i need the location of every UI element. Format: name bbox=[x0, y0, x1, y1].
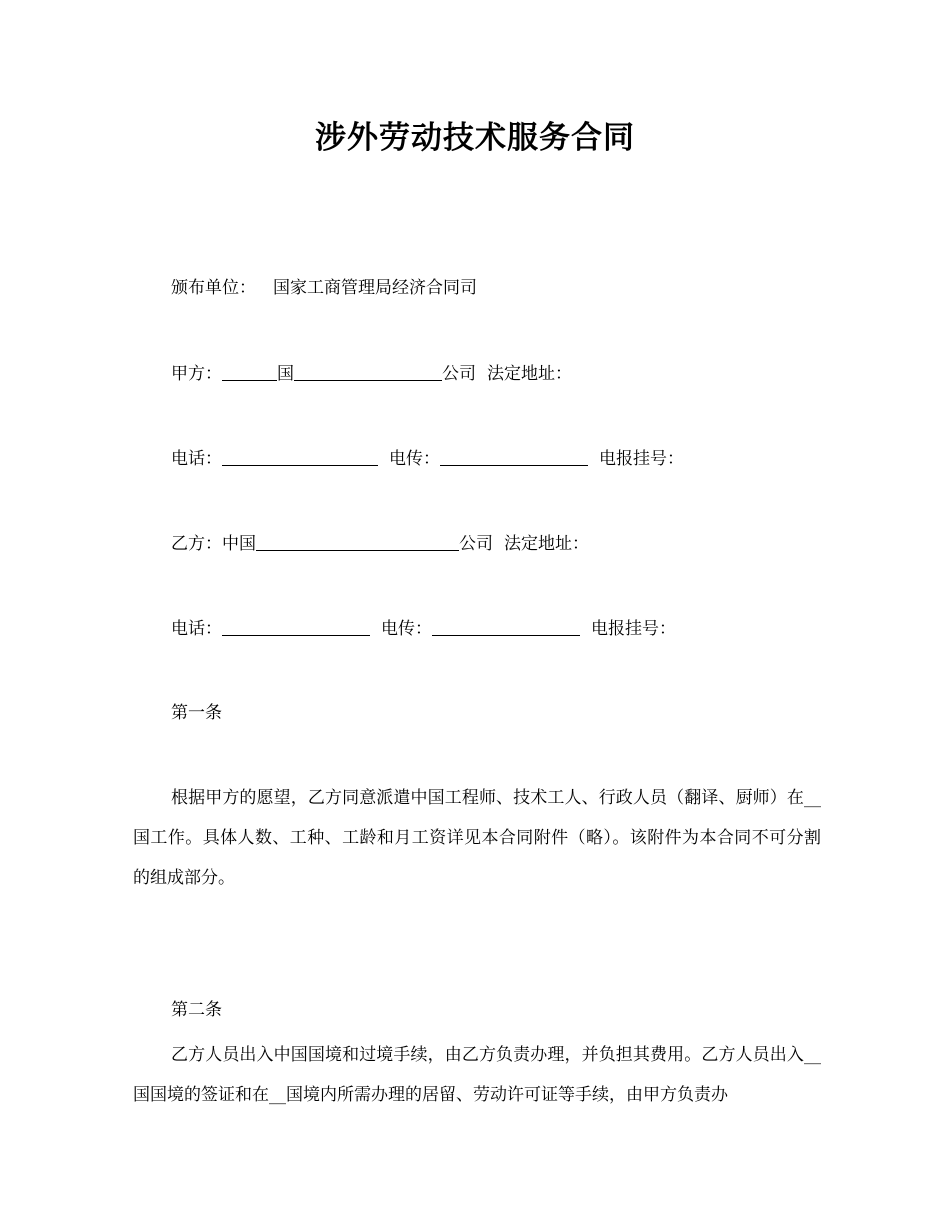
article-2-text: 乙方人员出入中国国境和过境手续，由乙方负责办理，并负担其费用。乙方人员出入__国国境的签证和在__国境内所需办理的居留、劳动许可证等手续，由甲方负责办 bbox=[133, 1045, 821, 1105]
telex-blank[interactable] bbox=[440, 449, 588, 466]
party-b-telex-label: 电传： bbox=[381, 619, 432, 639]
party-a-line bbox=[171, 364, 572, 383]
party-a-address-label: 法定地址： bbox=[487, 364, 572, 384]
article-1-text: 根据甲方的愿望，乙方同意派遣中国工程师、技术工人、行政人员（翻译、厨师）在__国工作。具体人数、工种、工龄和月工资详见本合同附件（略）。该附件为本合同不可分割的组成部分。 bbox=[133, 788, 821, 888]
phone-blank[interactable] bbox=[222, 449, 378, 466]
phone-blank[interactable] bbox=[222, 619, 370, 636]
party-b-prefix: 乙方：中国 bbox=[171, 534, 256, 554]
party-b-line bbox=[171, 534, 589, 553]
party-a-cable-label: 电报挂号： bbox=[599, 449, 684, 469]
party-a-contact-line bbox=[171, 449, 684, 468]
party-a-prefix: 甲方： bbox=[171, 364, 222, 384]
party-b-cable-label: 电报挂号： bbox=[591, 619, 676, 639]
article-1-heading: 第一条 bbox=[171, 703, 222, 723]
company-blank[interactable] bbox=[256, 534, 459, 551]
document-title: 涉外劳动技术服务合同 bbox=[315, 120, 635, 156]
party-b-suffix: 公司 bbox=[459, 534, 493, 554]
party-a-suffix: 公司 bbox=[442, 364, 476, 384]
issuer-line bbox=[171, 280, 477, 297]
article-2-heading: 第二条 bbox=[171, 1000, 222, 1020]
company-blank[interactable] bbox=[294, 364, 442, 381]
party-a-phone-label: 电话： bbox=[171, 449, 222, 469]
issuer-value: 国家工商管理局经济合同司 bbox=[273, 278, 477, 298]
party-a-telex-label: 电传： bbox=[389, 449, 440, 469]
party-b-address-label: 法定地址： bbox=[504, 534, 589, 554]
party-a-mid: 国 bbox=[277, 364, 294, 384]
country-blank[interactable] bbox=[222, 364, 277, 381]
party-b-contact-line bbox=[171, 619, 676, 638]
telex-blank[interactable] bbox=[432, 619, 580, 636]
issuer-label: 颁布单位： bbox=[171, 278, 256, 298]
party-b-phone-label: 电话： bbox=[171, 619, 222, 639]
